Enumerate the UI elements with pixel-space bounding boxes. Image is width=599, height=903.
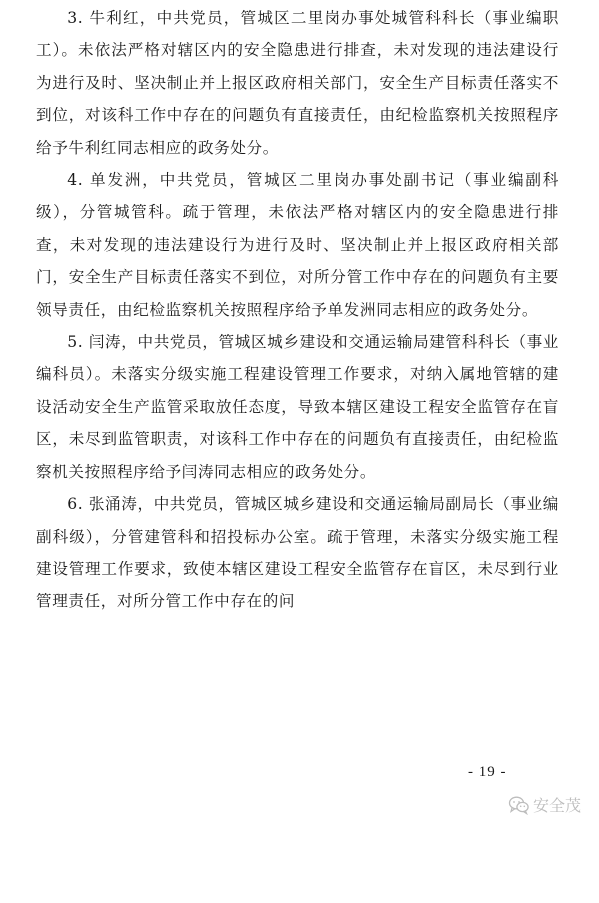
- watermark-text: 安全茂: [533, 796, 582, 815]
- document-body: [36, 2, 559, 618]
- wechat-icon: [508, 795, 530, 815]
- page-number: - 19 -: [468, 764, 507, 780]
- paragraph-6: 6. 张涌涛，中共党员，管城区城乡建设和交通运输局副局长（事业编副科级），分管建管科和招投标办公室。疏于管理，未落实分级实施工程建设管理工作要求，致使本辖区建设工程安全监管存在盲区，未尽到行业管理责任，对所分管工作中存在的问: [36, 495, 559, 611]
- watermark: [508, 793, 581, 816]
- paragraph-3: 3. 牛利红，中共党员，管城区二里岗办事处城管科科长（事业编职工）。未依法严格对辖区内的安全隐患进行排查，未对发现的违法建设行为进行及时、坚决制止并上报区政府相关部门，安全生产目标责任落实不到位，对该科工作中存在的问题负有直接责任，由纪检监察机关按照程序给予牛利红同志相应的政务处分。: [36, 9, 559, 157]
- paragraph-5: 5. 闫涛，中共党员，管城区城乡建设和交通运输局建管科科长（事业编科员）。未落实分级实施工程建设管理工作要求，对纳入属地管辖的建设活动安全生产监管采取放任态度，导致本辖区建设工程安全监管存在盲区，未尽到监管职责，对该科工作中存在的问题负有直接责任，由纪检监察机关按照程序给予闫涛同志相应的政务处分。: [36, 333, 559, 481]
- paragraph-4: 4. 单发洲，中共党员，管城区二里岗办事处副书记（事业编副科级），分管城管科。疏于管理，未依法严格对辖区内的安全隐患进行排查，未对发现的违法建设行为进行及时、坚决制止并上报区政府相关部门，安全生产目标责任落实不到位，对所分管工作中存在的问题负有主要领导责任，由纪检监察机关按照程序给予单发洲同志相应的政务处分。: [36, 171, 559, 319]
